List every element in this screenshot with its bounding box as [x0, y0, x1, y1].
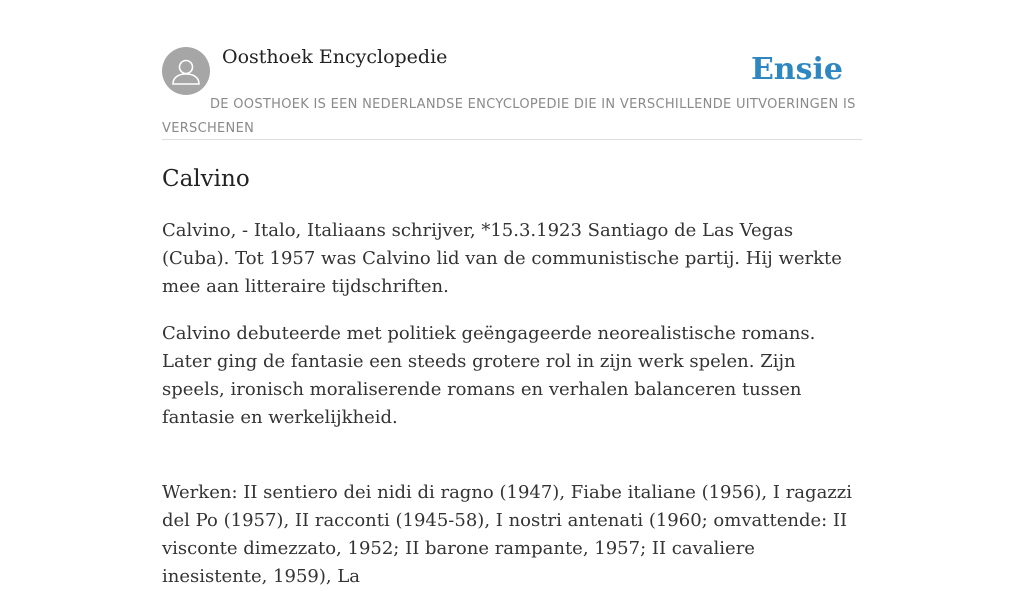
- page: [162, 0, 862, 591]
- source-header: [162, 45, 862, 140]
- ensie-logo-link[interactable]: Ensie: [750, 52, 843, 87]
- article-paragraph: Calvino debuteerde met politiek geëngageerde neorealistische romans. Later ging de fantasie een steeds grotere rol in zijn werk spelen. Zijn speels, ironisch moraliserende romans en verhalen balanceren tussen fantasie en werkelijkheid.: [162, 323, 816, 428]
- source-avatar[interactable]: [162, 47, 210, 95]
- article-title: Calvino: [162, 166, 250, 192]
- paragraph-spacer: [162, 451, 862, 479]
- source-description: DE OOSTHOEK IS EEN NEDERLANDSE ENCYCLOPEDIE DIE IN VERSCHILLENDE UITVOERINGEN IS VERSCHENEN: [162, 97, 856, 136]
- article-paragraph: Calvino, - Italo, Italiaans schrijver, *15.3.1923 Santiago de Las Vegas (Cuba). Tot 1957 was Calvino lid van de communistische partij. Hij werkte mee aan litteraire tijdschriften.: [162, 220, 842, 297]
- article-body: [162, 217, 862, 591]
- source-title-link[interactable]: Oosthoek Encyclopedie: [222, 46, 448, 68]
- user-silhouette-icon: [162, 47, 210, 95]
- article-paragraph: Werken: II sentiero dei nidi di ragno (1947), Fiabe italiane (1956), I ragazzi del Po (1957), II racconti (1945-58), I nostri antenati (1960; omvattende: II visconte dimezzato, 1952; II barone rampante, 1957; II cavaliere inesistente, 1959), La: [162, 482, 853, 587]
